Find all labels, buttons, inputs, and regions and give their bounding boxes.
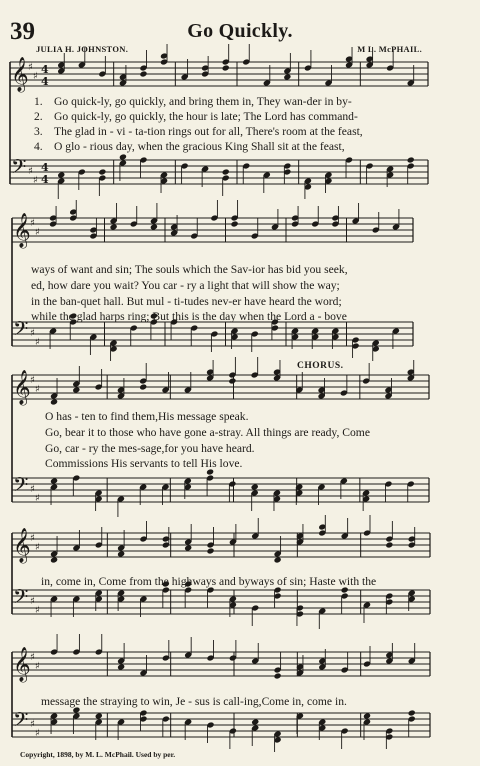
verse-2-line-3: Go, bear it to those who have gone a-stray. All things are ready, Come	[45, 426, 370, 439]
sharp-icon: ♯	[30, 328, 35, 339]
note-head	[407, 156, 415, 163]
note-head	[251, 718, 259, 725]
chorus-line-2: message the straying to win, Je - sus is call-ing,Come in, come in.	[41, 695, 347, 708]
treble-clef-icon: 𝄞	[13, 647, 31, 682]
bass-clef-icon: 𝄢	[11, 155, 27, 183]
note-head	[72, 386, 80, 393]
sharp-icon: ♯	[30, 533, 35, 544]
note-head	[95, 712, 103, 719]
verse-4-line-2: while the glad harps ring; But this is the day when the Lord a - bove	[31, 310, 347, 323]
sharp-icon: ♯	[30, 375, 35, 386]
verse-4-line-1: 4. O glo - rious day, when the gracious King Shall sit at the feast,	[34, 140, 345, 153]
sharp-icon: ♯	[30, 652, 35, 663]
sharp-icon: ♯	[33, 71, 38, 82]
note-head	[408, 709, 416, 716]
note-head	[231, 220, 239, 227]
note-head	[117, 663, 125, 670]
time-signature: 4	[41, 63, 49, 76]
sharp-icon: ♯	[35, 728, 40, 739]
verse-2-line-1: 2. Go quick-ly, go quickly, the hour is late; The Lord has command-	[34, 110, 358, 123]
note-head	[119, 153, 127, 160]
sharp-icon: ♯	[30, 218, 35, 229]
sharp-icon: ♯	[30, 719, 35, 730]
copyright-notice: Copyright, 1898, by M. L. McPhail. Used by per.	[20, 750, 176, 759]
note-head	[385, 541, 393, 548]
verse-3-line-3: Go, car - ry the mes-sage,for you have heard.	[45, 442, 255, 455]
note-head	[110, 223, 118, 230]
bass-clef-icon: 𝄢	[13, 317, 29, 345]
treble-clef-icon: 𝄞	[13, 370, 31, 405]
sharp-icon: ♯	[35, 661, 40, 672]
note-head	[98, 168, 106, 175]
note-head	[274, 672, 282, 679]
note-head	[139, 383, 147, 390]
composer-credit: M L. McPHAIL.	[357, 44, 422, 54]
bass-clef-icon: 𝄢	[13, 473, 29, 501]
chorus-line-1: in, come in, Come from the highways and byways of sin; Haste with the	[41, 575, 377, 588]
note-head	[50, 477, 58, 484]
bass-clef-icon: 𝄢	[13, 585, 29, 613]
note-head	[117, 550, 125, 557]
note-head	[274, 556, 282, 563]
sharp-icon: ♯	[30, 596, 35, 607]
sharp-icon: ♯	[35, 542, 40, 553]
sharp-icon: ♯	[28, 166, 33, 177]
note-head	[251, 483, 259, 490]
sharp-icon: ♯	[35, 337, 40, 348]
note-head	[50, 398, 58, 405]
sharp-icon: ♯	[28, 62, 33, 73]
verse-2-line-2: ed, how dare you wait? You car - ry a light that will show the way;	[31, 279, 340, 292]
author-credit: JULIA H. JOHNSTON.	[36, 44, 129, 54]
note-head	[139, 70, 147, 77]
sharp-icon: ♯	[33, 175, 38, 186]
bass-clef-icon: 𝄢	[13, 708, 29, 736]
hymn-number: 39	[10, 18, 35, 45]
note-head	[50, 556, 58, 563]
note-head	[222, 168, 230, 175]
note-head	[363, 712, 371, 719]
note-head	[150, 223, 158, 230]
note-head	[283, 73, 291, 80]
verse-4-line-3: Commissions His servants to tell His love.	[45, 457, 243, 470]
verse-1-line-1: 1. Go quick-ly, go quickly, and bring them in, They wan-der in by-	[34, 95, 352, 108]
treble-clef-icon: 𝄞	[11, 57, 29, 92]
note-head	[228, 377, 236, 384]
treble-clef-icon: 𝄞	[13, 213, 31, 248]
verse-1-line-3: O has - ten to find them,His message speak.	[45, 410, 249, 423]
sharp-icon: ♯	[35, 605, 40, 616]
sharp-icon: ♯	[35, 227, 40, 238]
sharp-icon: ♯	[30, 484, 35, 495]
sharp-icon: ♯	[35, 384, 40, 395]
time-signature: 4	[41, 173, 49, 186]
hymn-title: Go Quickly.	[187, 20, 293, 42]
chorus-label: CHORUS.	[297, 361, 344, 371]
note-head	[222, 64, 230, 71]
verse-3-line-2: in the ban-quet hall. But mul - ti-tudes nev-er have heard the word;	[31, 295, 342, 308]
time-signature: 4	[41, 161, 49, 174]
verse-1-line-2: ways of want and sin; The souls which the Sav-ior has bid you seek,	[31, 263, 348, 276]
sharp-icon: ♯	[35, 493, 40, 504]
note-head	[184, 544, 192, 551]
treble-clef-icon: 𝄞	[13, 528, 31, 563]
note-head	[57, 171, 65, 178]
note-head	[206, 547, 214, 554]
verse-3-line-1: 3. The glad in - vi - ta-tion rings out for all, There's room at the feast,	[34, 125, 363, 138]
time-signature: 4	[41, 75, 49, 88]
